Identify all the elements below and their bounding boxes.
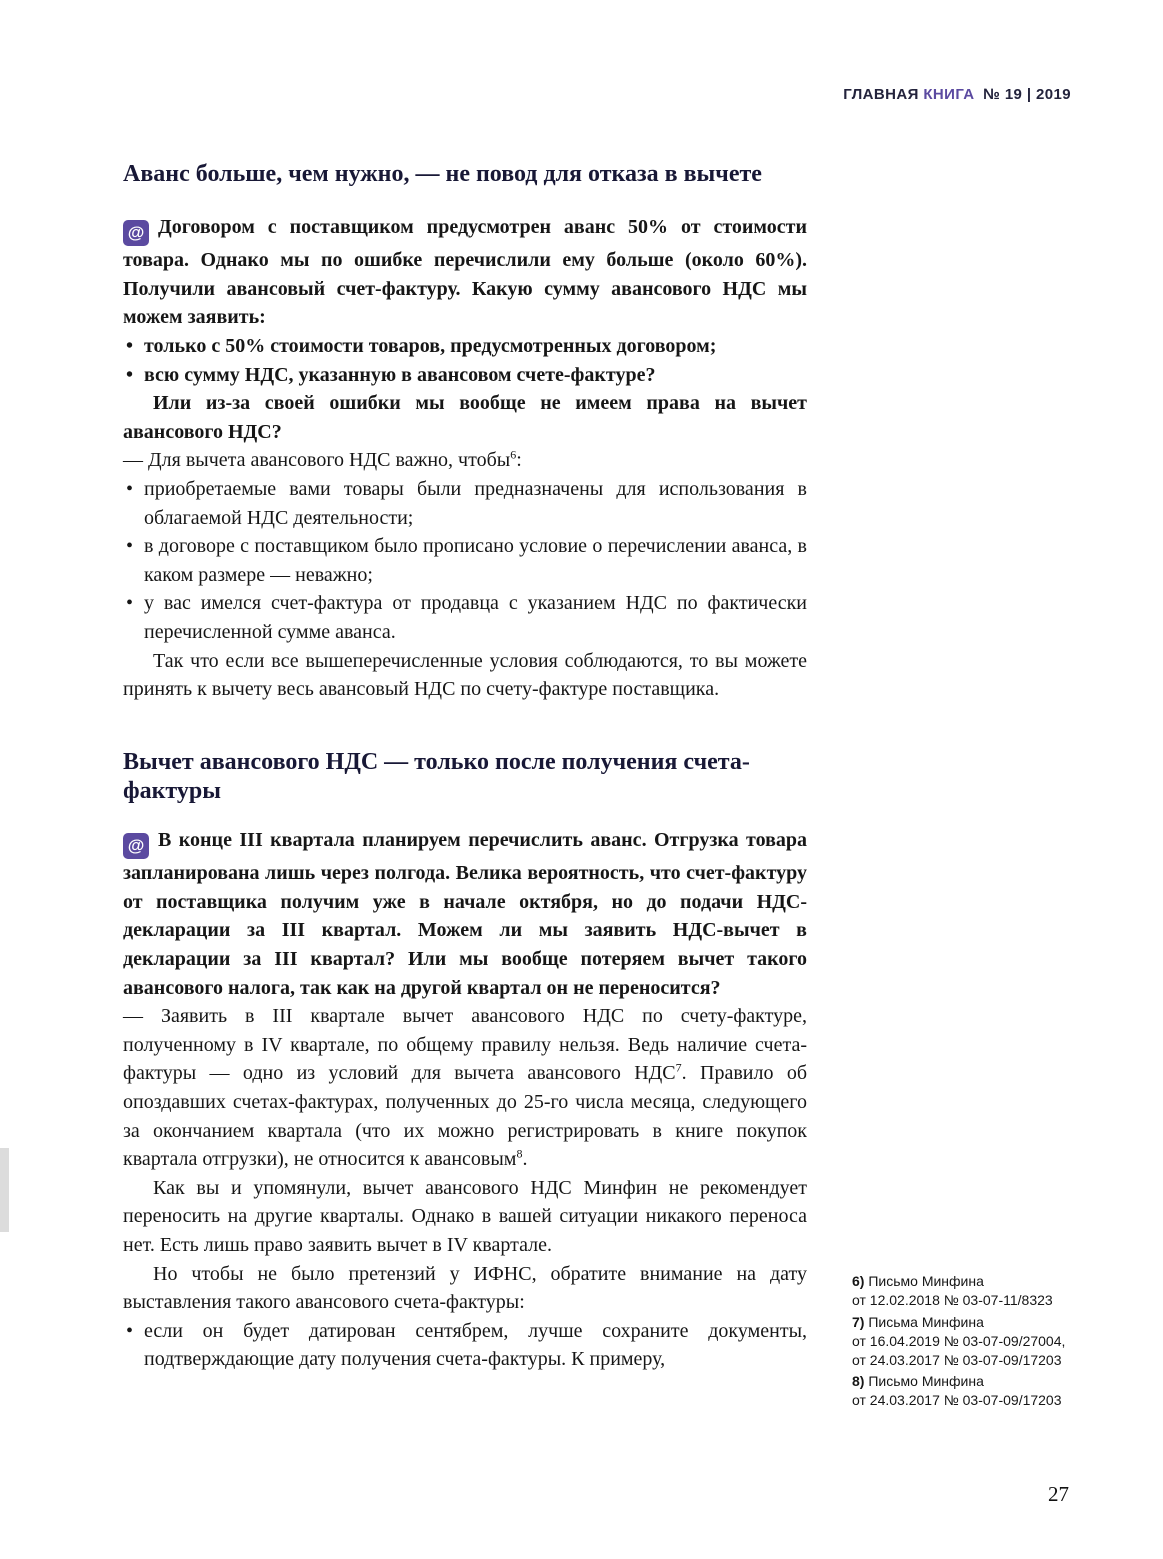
footnote-text: Письмо Минфина — [868, 1273, 984, 1289]
question-bullet-item: • только с 50% стоимости товаров, предусмотренных договором; — [123, 332, 807, 361]
email-question-icon — [123, 833, 149, 859]
answer-bullet-item: • если он будет датирован сентябрем, лучше сохраните документы, подтверждающие дату получения счета-фактуры. К примеру, — [123, 1317, 807, 1374]
footnote-ref-6: 6 — [510, 447, 517, 462]
footnote-line — [852, 1313, 1112, 1332]
footnote-ref-8: 8 — [516, 1146, 523, 1161]
magazine-title-dark: ГЛАВНАЯ — [843, 86, 919, 103]
answer-bullet-item: • приобретаемые вами товары были предназначены для использования в облагаемой НДС деятельности; — [123, 475, 807, 532]
issue-number: № 19 | 2019 — [983, 86, 1071, 103]
question-text: Договором с поставщиком предусмотрен аванс 50% от стоимости товара. Однако мы по ошибке перечислили ему больше (около 60%). Получили авансовый счет-фактуру. Какую сумму авансового НДС мы можем заявить: — [123, 216, 807, 329]
answer-text: — Для вычета авансового НДС важно, чтобы — [123, 449, 511, 472]
magazine-title-purple: КНИГА — [923, 86, 975, 103]
footnote-line: от 12.02.2018 № 03-07-11/8323 — [852, 1291, 1053, 1308]
section-title: Аванс больше, чем нужно, — не повод для отказа в вычете — [123, 161, 762, 187]
footnote-number: 7) — [852, 1313, 865, 1330]
footnote-line: от 16.04.2019 № 03-07-09/27004, — [852, 1332, 1066, 1349]
answer-text: . — [522, 1148, 528, 1171]
at-glyph: @ — [127, 223, 145, 243]
question-paragraph — [123, 826, 807, 1002]
answer-bullet-item: • у вас имелся счет-фактура от продавца с указанием НДС по фактически перечисленной сумме аванса. — [123, 589, 807, 646]
reader-question — [123, 826, 807, 1002]
footnote-8 — [852, 1372, 1112, 1410]
footnotes-column — [852, 1272, 1112, 1413]
expert-answer — [123, 1002, 807, 1374]
section-advance-too-big — [123, 160, 807, 704]
question-paragraph: Или из-за своей ошибки мы вообще не имеем права на вычет авансового НДС? — [123, 392, 807, 443]
answer-paragraph — [123, 446, 807, 475]
footnote-ref-7: 7 — [675, 1060, 682, 1075]
email-question-icon — [123, 220, 149, 246]
section-title: Вычет авансового НДС — только после получения счета-фактуры — [123, 748, 750, 805]
question-text: В конце III квартала планируем перечислить аванс. Отгрузка товара запланирована лишь через полгода. Велика вероятность, что счет-фактуру от поставщика получим уже в начале октября, но до подачи НДС-декларации за III квартал. Можем ли мы заявить НДС-вычет в декларации за III квартал? Или мы вообще потеряем вычет такого авансового налога, так как на другой квартал он не переносится? — [123, 829, 807, 999]
at-glyph: @ — [127, 836, 145, 856]
answer-text: . Правило об опоздавших счетах-фактурах, полученных до 25-го числа месяца, следующего за окончанием квартала (что их можно регистрировать в книге покупок квартала отгрузки), не относится к авансовым — [123, 1062, 807, 1171]
footnote-line: от 24.03.2017 № 03-07-09/17203 — [852, 1351, 1062, 1368]
footnote-7 — [852, 1313, 1112, 1370]
footnote-number: 8) — [852, 1373, 865, 1390]
footnote-line: от 24.03.2017 № 03-07-09/17203 — [852, 1392, 1062, 1409]
footnote-line — [852, 1372, 1112, 1391]
magazine-header — [843, 86, 1071, 103]
answer-paragraph — [123, 1002, 807, 1174]
question-bullet-item: • всю сумму НДС, указанную в авансовом счете-фактуре? — [123, 361, 807, 390]
answer-paragraph: Как вы и упомянули, вычет авансового НДС Минфин не рекомендует переносить на другие кварталы. Однако в вашей ситуации никакого переноса нет. Есть лишь право заявить вычет в IV квартале. — [123, 1176, 807, 1257]
left-edge-tab — [0, 1148, 9, 1232]
answer-text: — Заявить в III квартале вычет авансового НДС по счету-фактуре, полученному в IV квартале, по общему правилу нельзя. Ведь наличие счета-фактуры — одно из условий для вычета авансового НДС — [123, 1005, 807, 1085]
footnote-line — [852, 1272, 1112, 1291]
expert-answer — [123, 446, 807, 703]
article-column — [123, 160, 807, 1374]
page-number: 27 — [1048, 1482, 1069, 1506]
section-deduction-after-invoice — [123, 748, 807, 1374]
footnote-number: 6) — [852, 1273, 865, 1289]
footnote-text: Письмо Минфина — [868, 1373, 984, 1390]
answer-bullet-item: • в договоре с поставщиком было прописано условие о перечислении аванса, в каком размере — неважно; — [123, 532, 807, 589]
footnote-6 — [852, 1272, 1112, 1310]
answer-paragraph: Но чтобы не было претензий у ИФНС, обратите внимание на дату выставления такого авансового счета-фактуры: — [123, 1262, 807, 1314]
reader-question — [123, 213, 807, 446]
answer-text: : — [516, 449, 522, 472]
answer-paragraph: Так что если все вышеперечисленные условия соблюдаются, то вы можете принять к вычету весь авансовый НДС по счету-фактуре поставщика. — [123, 649, 807, 701]
footnote-text: Письма Минфина — [868, 1313, 984, 1330]
question-paragraph — [123, 213, 807, 332]
